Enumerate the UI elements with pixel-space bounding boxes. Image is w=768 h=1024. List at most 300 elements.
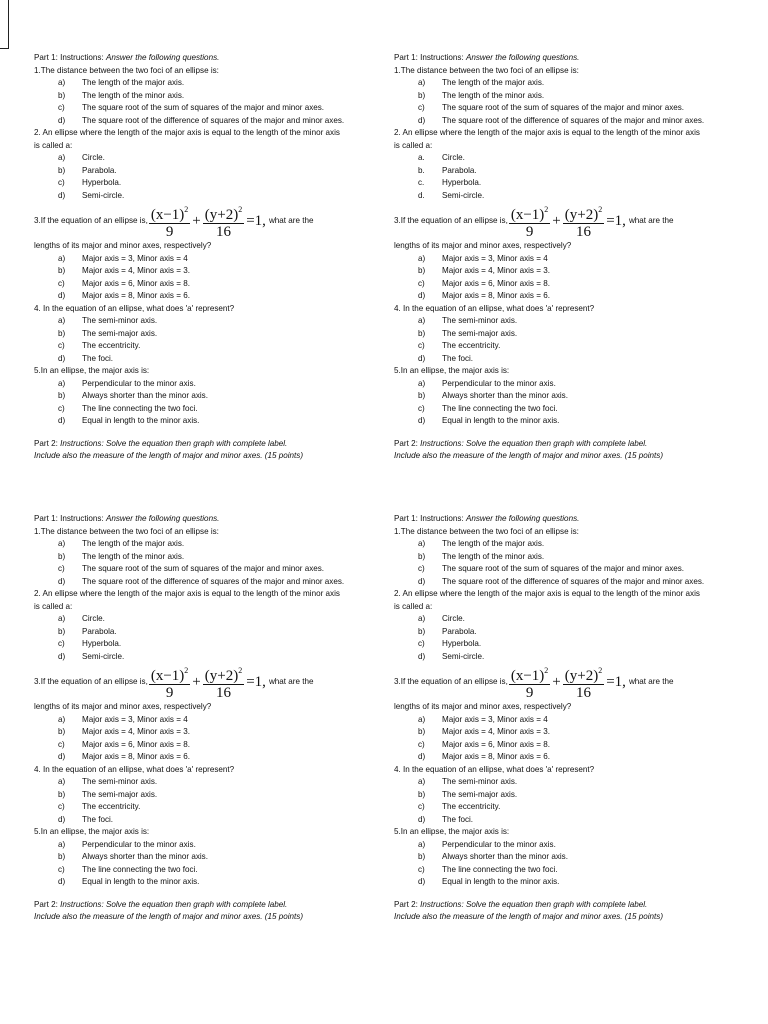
q1-option-d: [58, 576, 346, 589]
option-letter: a): [58, 153, 66, 162]
option-text: The square root of the sum of squares of the major and minor axes.: [442, 564, 685, 573]
option-text: Major axis = 3, Minor axis = 4: [442, 253, 548, 263]
q5-option-a: [418, 839, 706, 852]
q1-option-c: [418, 563, 706, 576]
option-text: The eccentricity.: [442, 341, 501, 350]
option-letter: b): [58, 551, 66, 561]
question-5-stem: 5.In an ellipse, the major axis is:: [34, 827, 150, 836]
option-text: The square root of the difference of squares of the major and minor axes.: [82, 115, 345, 125]
option-letter: b): [418, 266, 426, 275]
option-letter: c): [58, 103, 65, 112]
option-letter: d): [58, 877, 66, 886]
option-text: The eccentricity.: [442, 802, 501, 811]
option-letter: c): [418, 564, 425, 573]
q5-option-b: [58, 390, 346, 403]
option-letter: d): [58, 115, 66, 125]
part1-instruction: Answer the following questions.: [105, 53, 220, 62]
option-letter: a): [58, 539, 66, 548]
part2-instructions: Part 2: Instructions: Solve the equation then graph with complete label. Include also the measure of the length of major and minor axes. (15 points): [394, 899, 664, 921]
q2-option-a: [58, 613, 346, 626]
option-text: Major axis = 8, Minor axis = 6.: [82, 752, 190, 761]
option-letter: d): [418, 814, 426, 824]
option-letter: a.: [418, 153, 425, 162]
q2-option-c: [58, 177, 346, 190]
option-text: Major axis = 3, Minor axis = 4: [82, 714, 188, 724]
q3-option-d: [418, 751, 706, 764]
option-text: Hyperbola.: [82, 178, 122, 187]
option-text: Always shorter than the minor axis.: [82, 391, 208, 400]
q3-option-c: [58, 739, 346, 752]
question-3: [34, 663, 346, 764]
part1-instruction: Answer the following questions.: [105, 514, 220, 523]
q2-option-a: [58, 152, 346, 165]
part2-instructions: Part 2: Instructions: Solve the equation then graph with complete label. Include also the measure of the length of major and minor axes. (15 points): [394, 438, 664, 460]
option-text: Equal in length to the minor axis.: [442, 416, 560, 425]
option-letter: d): [58, 416, 66, 425]
question-5: [394, 826, 706, 889]
part2-instructions: Part 2: Instructions: Solve the equation then graph with complete label. Include also the measure of the length of major and minor axes. (15 points): [34, 899, 304, 921]
part1-heading: Part 1: Instructions: Answer the following questions.: [34, 514, 220, 523]
option-text: Parabola.: [82, 626, 117, 636]
q2-option-a: [418, 152, 706, 165]
option-text: The semi-major axis.: [82, 789, 158, 799]
option-text: Major axis = 4, Minor axis = 3.: [82, 266, 190, 275]
q1-option-a: [418, 538, 706, 551]
option-letter: a): [58, 378, 66, 388]
option-letter: d): [418, 115, 426, 125]
option-letter: a): [418, 839, 426, 849]
question-5-options: [394, 839, 706, 889]
option-letter: b): [418, 551, 426, 561]
option-text: The length of the minor axis.: [442, 551, 545, 561]
q1-option-a: [58, 77, 346, 90]
question-1-stem: 1.The distance between the two foci of an ellipse is:: [394, 65, 579, 75]
option-text: Major axis = 4, Minor axis = 3.: [442, 727, 550, 736]
question-4-stem: 4. In the equation of an ellipse, what does 'a' represent?: [394, 303, 595, 313]
option-letter: b): [418, 328, 426, 338]
question-5-stem: 5.In an ellipse, the major axis is:: [34, 366, 150, 375]
question-5-options: [34, 378, 346, 428]
q4-option-a: [58, 315, 346, 328]
q1-option-a: [418, 77, 706, 90]
question-2: [34, 127, 346, 202]
option-letter: a): [418, 378, 426, 388]
option-text: The square root of the difference of squares of the major and minor axes.: [442, 576, 705, 586]
q5-option-b: [58, 851, 346, 864]
equation-fraction-x: $\frac{(x-1)^2}{9}$: [509, 663, 550, 701]
option-text: Parabola.: [82, 165, 117, 175]
equation-equals: =1,: [606, 212, 626, 229]
option-letter: a): [58, 253, 66, 263]
option-letter: c): [418, 278, 425, 288]
q1-option-a: [58, 538, 346, 551]
question-3-stem-continued: lengths of its major and minor axes, respectively?: [394, 241, 572, 250]
q2-option-c: [58, 638, 346, 651]
option-letter: d): [418, 416, 426, 425]
option-text: Major axis = 8, Minor axis = 6.: [442, 752, 550, 761]
option-text: The semi-minor axis.: [442, 777, 518, 786]
quiz-copy-bottom-right: [394, 513, 706, 924]
option-text: Equal in length to the minor axis.: [442, 877, 560, 886]
question-2-options: [394, 613, 706, 663]
question-4-options: [394, 315, 706, 365]
option-text: The semi-major axis.: [442, 328, 518, 338]
equation-fraction-x: $\frac{(x-1)^2}{9}$: [149, 663, 190, 701]
option-letter: d): [58, 752, 66, 761]
part1-instruction: Answer the following questions.: [465, 53, 580, 62]
option-text: Perpendicular to the minor axis.: [442, 839, 556, 849]
option-letter: b): [58, 852, 66, 861]
option-letter: b): [418, 789, 426, 799]
question-4-options: [34, 776, 346, 826]
question-4: [394, 303, 706, 366]
option-letter: b): [58, 789, 66, 799]
option-text: Hyperbola.: [442, 639, 482, 648]
question-2: [394, 127, 706, 202]
question-5: [34, 826, 346, 889]
q4-option-d: [418, 353, 706, 366]
option-letter: a): [418, 777, 426, 786]
option-letter: a): [418, 614, 426, 623]
question-2-stem: 2. An ellipse where the length of the major axis is equal to the length of the minor axis is called a:: [394, 128, 700, 150]
question-2-options: [34, 613, 346, 663]
equation-plus: +: [552, 212, 561, 229]
q5-option-a: [418, 378, 706, 391]
q1-option-c: [418, 102, 706, 115]
q2-option-a: [418, 613, 706, 626]
option-letter: a): [58, 614, 66, 623]
option-text: The line connecting the two foci.: [82, 864, 198, 874]
option-text: The semi-major axis.: [82, 328, 158, 338]
option-text: The eccentricity.: [82, 341, 141, 350]
option-letter: c): [58, 278, 65, 288]
question-5: [394, 365, 706, 428]
question-3-stem: 3.If the equation of an ellipse is, $\frac{(x-1)^2}{9}$ + $\frac{(y+2)^2}{16}$ =1, what are the: [394, 663, 706, 701]
option-text: Semi-circle.: [442, 651, 485, 661]
option-text: The length of the major axis.: [442, 539, 545, 548]
part1-heading: Part 1: Instructions: Answer the following questions.: [394, 514, 580, 523]
option-text: The semi-minor axis.: [82, 777, 158, 786]
q5-option-d: [58, 876, 346, 889]
question-4-stem: 4. In the equation of an ellipse, what does 'a' represent?: [394, 764, 595, 774]
q3-option-d: [58, 290, 346, 303]
option-text: Circle.: [442, 614, 465, 623]
option-text: The semi-minor axis.: [82, 316, 158, 325]
option-letter: a): [58, 78, 66, 87]
option-letter: d): [58, 814, 66, 824]
question-5-options: [34, 839, 346, 889]
question-3-stem: 3.If the equation of an ellipse is, $\frac{(x-1)^2}{9}$ + $\frac{(y+2)^2}{16}$ =1, what are the: [394, 202, 706, 240]
q4-option-c: [58, 340, 346, 353]
question-5-stem: 5.In an ellipse, the major axis is:: [394, 827, 510, 836]
option-text: Major axis = 4, Minor axis = 3.: [82, 727, 190, 736]
option-text: The foci.: [82, 814, 114, 824]
q4-option-a: [418, 315, 706, 328]
question-1-stem: 1.The distance between the two foci of an ellipse is:: [34, 65, 219, 75]
option-text: Major axis = 6, Minor axis = 8.: [82, 739, 190, 749]
option-letter: b): [418, 626, 426, 636]
question-1: [34, 65, 346, 128]
option-letter: d): [58, 190, 66, 200]
q5-option-c: [58, 864, 346, 877]
q1-option-b: [58, 551, 346, 564]
option-letter: a): [418, 78, 426, 87]
option-text: Major axis = 3, Minor axis = 4: [442, 714, 548, 724]
question-3: [394, 663, 706, 764]
option-letter: d): [58, 576, 66, 586]
q1-option-d: [58, 115, 346, 128]
option-text: The length of the major axis.: [442, 78, 545, 87]
question-1: [394, 65, 706, 128]
option-letter: b): [58, 90, 66, 100]
option-text: Parabola.: [442, 626, 477, 636]
option-text: The semi-minor axis.: [442, 316, 518, 325]
question-2-options: [34, 152, 346, 202]
option-text: Hyperbola.: [442, 178, 482, 187]
question-4: [394, 764, 706, 827]
equation-fraction-y: $\frac{(y+2)^2}{16}$: [203, 663, 244, 701]
option-letter: a): [418, 714, 426, 724]
option-text: Perpendicular to the minor axis.: [442, 378, 556, 388]
question-4-options: [394, 776, 706, 826]
option-text: The square root of the sum of squares of the major and minor axes.: [82, 564, 325, 573]
option-letter: c): [418, 103, 425, 112]
option-text: Always shorter than the minor axis.: [82, 852, 208, 861]
option-letter: b): [58, 328, 66, 338]
question-1: [34, 526, 346, 589]
q4-option-c: [418, 340, 706, 353]
equation-fraction-x: $\frac{(x-1)^2}{9}$: [149, 202, 190, 240]
part1-instruction: Answer the following questions.: [465, 514, 580, 523]
q3-option-b: [418, 726, 706, 739]
q3-option-b: [418, 265, 706, 278]
q2-option-c: [418, 177, 706, 190]
option-text: The length of the minor axis.: [82, 90, 185, 100]
question-3-options: [34, 714, 346, 764]
q2-option-b: [58, 626, 346, 639]
option-letter: c): [58, 403, 65, 413]
option-letter: c): [58, 864, 65, 874]
option-text: Major axis = 4, Minor axis = 3.: [442, 266, 550, 275]
q4-option-d: [58, 353, 346, 366]
q4-option-d: [58, 814, 346, 827]
option-text: Major axis = 8, Minor axis = 6.: [442, 291, 550, 300]
q5-option-c: [418, 864, 706, 877]
option-letter: d): [418, 353, 426, 363]
q4-option-c: [58, 801, 346, 814]
q4-option-b: [418, 789, 706, 802]
option-letter: b): [58, 266, 66, 275]
option-letter: a): [418, 253, 426, 263]
equation-plus: +: [552, 673, 561, 690]
question-1: [394, 526, 706, 589]
question-1-options: [394, 77, 706, 127]
question-2: [34, 588, 346, 663]
option-letter: a): [58, 714, 66, 724]
option-text: Major axis = 8, Minor axis = 6.: [82, 291, 190, 300]
equation-plus: +: [192, 673, 201, 690]
option-text: The square root of the difference of squares of the major and minor axes.: [82, 576, 345, 586]
option-letter: c): [418, 403, 425, 413]
equation-plus: +: [192, 212, 201, 229]
option-text: The foci.: [442, 353, 474, 363]
option-letter: b): [58, 626, 66, 636]
q1-option-c: [58, 102, 346, 115]
option-text: The line connecting the two foci.: [442, 864, 558, 874]
q4-option-b: [418, 328, 706, 341]
option-letter: b): [418, 391, 426, 400]
part1-heading: Part 1: Instructions: Answer the following questions.: [394, 53, 580, 62]
question-4-stem: 4. In the equation of an ellipse, what does 'a' represent?: [34, 303, 235, 313]
option-letter: c): [58, 802, 65, 811]
option-letter: d.: [418, 190, 425, 200]
option-text: The semi-major axis.: [442, 789, 518, 799]
q2-option-d: [58, 190, 346, 203]
q4-option-a: [58, 776, 346, 789]
q4-option-d: [418, 814, 706, 827]
question-3-stem: 3.If the equation of an ellipse is, $\frac{(x-1)^2}{9}$ + $\frac{(y+2)^2}{16}$ =1, what are the: [34, 663, 346, 701]
option-letter: d): [418, 877, 426, 886]
option-text: The length of the minor axis.: [442, 90, 545, 100]
option-text: Hyperbola.: [82, 639, 122, 648]
q3-option-a: [58, 253, 346, 266]
q3-option-d: [58, 751, 346, 764]
option-text: Semi-circle.: [82, 651, 125, 661]
quiz-copy-top-right: [394, 52, 706, 463]
option-text: Major axis = 3, Minor axis = 4: [82, 253, 188, 263]
option-letter: c): [58, 564, 65, 573]
option-letter: b.: [418, 165, 425, 175]
q3-option-b: [58, 726, 346, 739]
option-text: Semi-circle.: [82, 190, 125, 200]
q4-option-a: [418, 776, 706, 789]
option-letter: d): [418, 576, 426, 586]
q2-option-d: [418, 651, 706, 664]
option-text: Circle.: [442, 153, 465, 162]
option-text: Circle.: [82, 614, 105, 623]
option-letter: c): [58, 341, 65, 350]
q1-option-b: [418, 90, 706, 103]
option-letter: b): [58, 165, 66, 175]
option-letter: d): [58, 291, 66, 300]
question-5-options: [394, 378, 706, 428]
q3-option-d: [418, 290, 706, 303]
question-5: [34, 365, 346, 428]
option-text: The length of the major axis.: [82, 78, 185, 87]
quiz-copy-bottom-left: [34, 513, 346, 924]
q3-option-c: [58, 278, 346, 291]
question-3-stem: 3.If the equation of an ellipse is, $\frac{(x-1)^2}{9}$ + $\frac{(y+2)^2}{16}$ =1, what are the: [34, 202, 346, 240]
option-letter: c.: [418, 178, 425, 187]
option-text: Always shorter than the minor axis.: [442, 852, 568, 861]
q3-option-c: [418, 739, 706, 752]
option-letter: b): [58, 391, 66, 400]
option-text: The square root of the sum of squares of the major and minor axes.: [82, 103, 325, 112]
question-2-stem: 2. An ellipse where the length of the major axis is equal to the length of the minor axis is called a:: [394, 589, 700, 611]
q4-option-c: [418, 801, 706, 814]
option-letter: a): [418, 316, 426, 325]
question-1-options: [34, 538, 346, 588]
option-text: Perpendicular to the minor axis.: [82, 378, 196, 388]
q5-option-b: [418, 390, 706, 403]
q2-option-d: [58, 651, 346, 664]
equation-fraction-y: $\frac{(y+2)^2}{16}$: [563, 663, 604, 701]
option-letter: a): [58, 316, 66, 325]
part2-instructions: Part 2: Instructions: Solve the equation then graph with complete label. Include also the measure of the length of major and minor axes. (15 points): [34, 438, 304, 460]
option-text: The square root of the difference of squares of the major and minor axes.: [442, 115, 705, 125]
option-letter: b): [418, 90, 426, 100]
option-text: Perpendicular to the minor axis.: [82, 839, 196, 849]
q5-option-d: [418, 415, 706, 428]
option-text: Parabola.: [442, 165, 477, 175]
question-3-stem-continued: lengths of its major and minor axes, respectively?: [34, 702, 212, 711]
question-1-stem: 1.The distance between the two foci of an ellipse is:: [34, 526, 219, 536]
option-letter: d): [418, 752, 426, 761]
option-letter: a): [58, 839, 66, 849]
option-letter: d): [58, 651, 66, 661]
option-letter: b): [58, 727, 66, 736]
q3-option-b: [58, 265, 346, 278]
option-letter: c): [58, 178, 65, 187]
question-2-stem: 2. An ellipse where the length of the major axis is equal to the length of the minor axis is called a:: [34, 589, 340, 611]
q3-option-a: [58, 714, 346, 727]
equation-equals: =1,: [246, 212, 266, 229]
option-text: The eccentricity.: [82, 802, 141, 811]
option-text: Always shorter than the minor axis.: [442, 391, 568, 400]
option-text: The square root of the sum of squares of the major and minor axes.: [442, 103, 685, 112]
question-3-options: [394, 253, 706, 303]
question-3: [34, 202, 346, 303]
quiz-copy-top-left: [34, 52, 346, 463]
option-text: The foci.: [82, 353, 114, 363]
option-letter: c): [418, 802, 425, 811]
q4-option-b: [58, 789, 346, 802]
question-3-stem-continued: lengths of its major and minor axes, respectively?: [34, 241, 212, 250]
option-letter: c): [418, 739, 425, 749]
q4-option-b: [58, 328, 346, 341]
option-text: Equal in length to the minor axis.: [82, 877, 200, 886]
option-letter: d): [418, 651, 426, 661]
option-letter: d): [58, 353, 66, 363]
question-4-stem: 4. In the equation of an ellipse, what does 'a' represent?: [34, 764, 235, 774]
q3-option-c: [418, 278, 706, 291]
option-letter: b): [418, 727, 426, 736]
question-2-options: [394, 152, 706, 202]
q1-option-d: [418, 576, 706, 589]
question-4: [34, 764, 346, 827]
question-3: [394, 202, 706, 303]
page-corner-mark: [0, 0, 9, 49]
question-3-options: [34, 253, 346, 303]
q1-option-d: [418, 115, 706, 128]
option-text: The foci.: [442, 814, 474, 824]
question-4-options: [34, 315, 346, 365]
q1-option-c: [58, 563, 346, 576]
option-letter: c): [58, 739, 65, 749]
question-3-stem-continued: lengths of its major and minor axes, respectively?: [394, 702, 572, 711]
question-1-stem: 1.The distance between the two foci of an ellipse is:: [394, 526, 579, 536]
option-text: Equal in length to the minor axis.: [82, 416, 200, 425]
q1-option-b: [58, 90, 346, 103]
option-text: The length of the minor axis.: [82, 551, 185, 561]
q2-option-d: [418, 190, 706, 203]
equation-equals: =1,: [246, 673, 266, 690]
option-letter: c): [58, 639, 65, 648]
q1-option-b: [418, 551, 706, 564]
option-letter: d): [418, 291, 426, 300]
q3-option-a: [418, 714, 706, 727]
q3-option-a: [418, 253, 706, 266]
